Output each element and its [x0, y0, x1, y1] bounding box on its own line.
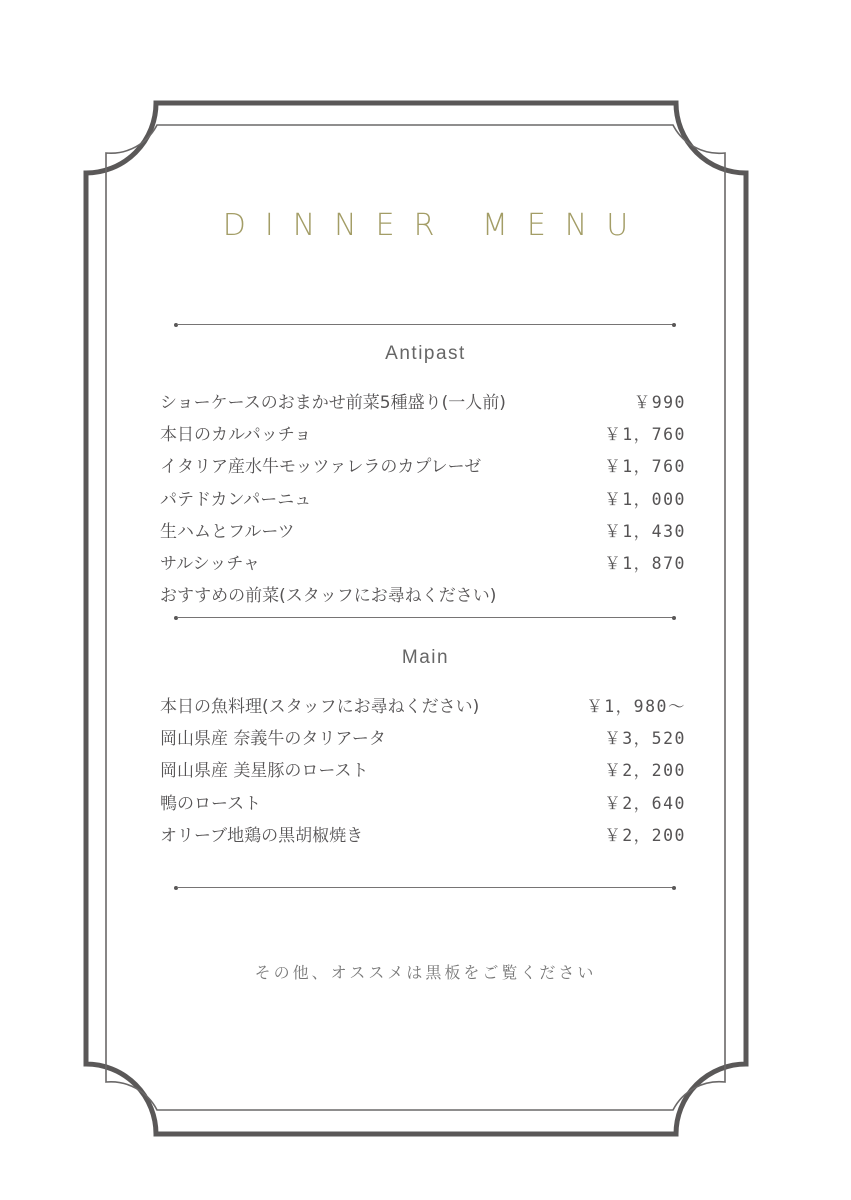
menu-item-price: ￥2，640 — [604, 793, 686, 813]
menu-item — [160, 419, 686, 451]
menu-item — [160, 723, 686, 755]
divider — [174, 614, 676, 622]
menu-title: DINNER MENU — [222, 208, 648, 243]
section-heading-antipast: Antipast — [385, 343, 466, 364]
menu-item-price: ￥1，430 — [604, 521, 686, 541]
menu-item-price: ￥1，870 — [604, 553, 686, 573]
main-item-list — [160, 691, 686, 852]
menu-item-name: ショーケースのおまかせ前菜5種盛り(一人前) — [160, 393, 506, 413]
menu-item — [160, 387, 686, 419]
menu-item — [160, 484, 686, 516]
footer-note: その他、オススメは黒板をご覧ください — [254, 963, 597, 982]
menu-item — [160, 580, 686, 612]
menu-item-price: ￥2，200 — [604, 825, 686, 845]
menu-item-price: ￥3，520 — [604, 729, 686, 749]
menu-item-name: パテドカンパーニュ — [160, 489, 312, 510]
menu-item-name: 本日のカルパッチョ — [160, 425, 312, 446]
menu-item-price: ￥990 — [633, 393, 686, 412]
menu-item-price: ￥1，760 — [604, 457, 686, 477]
menu-item-name: おすすめの前菜(スタッフにお尋ねください) — [160, 586, 497, 607]
menu-item — [160, 691, 686, 723]
menu-item-name: オリーブ地鶏の黒胡椒焼き — [160, 825, 364, 846]
section-heading-main: Main — [401, 647, 450, 668]
menu-item-name: 鴨のロースト — [160, 793, 262, 814]
menu-item-name: 本日の魚料理(スタッフにお尋ねください) — [160, 697, 480, 717]
divider — [174, 884, 676, 892]
divider — [174, 321, 676, 329]
antipast-item-list — [160, 387, 686, 612]
menu-item — [160, 820, 686, 852]
menu-item-price: ￥1，980～ — [586, 697, 686, 716]
menu-item — [160, 548, 686, 580]
menu-item-name: サルシッチャ — [160, 553, 260, 574]
menu-item-price: ￥1，000 — [604, 489, 686, 509]
menu-item-name: 岡山県産 美星豚のロースト — [160, 761, 369, 782]
menu-item — [160, 755, 686, 787]
menu-item — [160, 516, 686, 548]
menu-item-name: 生ハムとフルーツ — [160, 521, 295, 542]
menu-item-name: 岡山県産 奈義牛のタリアータ — [160, 729, 386, 750]
menu-item-price: ￥1，760 — [604, 425, 686, 445]
menu-item-price: ￥2，200 — [604, 761, 686, 781]
menu-item — [160, 788, 686, 820]
menu-item — [160, 451, 686, 483]
menu-item-name: イタリア産水牛モッツァレラのカプレーゼ — [160, 457, 482, 478]
